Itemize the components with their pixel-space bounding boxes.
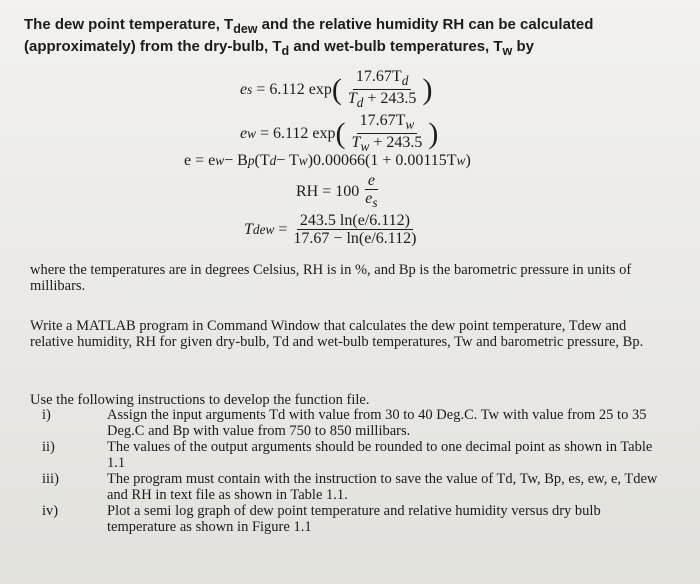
list-item <box>30 440 670 471</box>
list-item <box>30 504 670 535</box>
es-lhs: e <box>240 80 248 98</box>
right-paren: ) <box>428 116 439 150</box>
intro-sub-dew: dew <box>233 22 258 36</box>
equation-ew <box>240 112 438 155</box>
tdew-numerator: 243.5 ln(e/6.112) <box>297 212 413 230</box>
e-line-4: − T <box>276 152 299 169</box>
intro-text-1: The dew point temperature, T <box>24 16 234 33</box>
e-line-sub4: w <box>298 153 308 168</box>
e-line-1: e = e <box>184 152 216 169</box>
es-numerator: 17.67T <box>355 68 402 85</box>
rh-denominator: e <box>365 190 373 207</box>
list-item-number: i) <box>42 407 51 423</box>
equation-tdew <box>244 212 423 247</box>
intro-text-4: by <box>512 38 534 55</box>
es-lhs-sub: s <box>247 81 253 97</box>
list-item <box>30 408 670 439</box>
list-item-text: Plot a semi log graph of dew point temperature and relative humidity versus dry bulb temperature as shown in Figure 1.1 <box>107 503 601 535</box>
instructions-list <box>30 408 670 536</box>
rh-den-sub: s <box>372 195 378 211</box>
ew-den-tail: + 243.5 <box>369 134 423 152</box>
es-denominator: T <box>347 90 357 108</box>
left-paren: ( <box>335 116 346 150</box>
rh-lhs: RH = 100 <box>296 182 360 200</box>
e-line-sub2: p <box>247 153 255 168</box>
list-item <box>30 472 670 503</box>
equation-es <box>240 68 432 111</box>
ew-numerator: 17.67T <box>359 112 406 129</box>
e-line-sub1: w <box>215 153 225 168</box>
tdew-equals: = <box>278 220 288 238</box>
ew-den-sub: w <box>360 139 370 155</box>
rh-fraction <box>362 172 380 211</box>
ew-denominator: T <box>351 134 361 152</box>
es-den-tail: + 243.5 <box>363 90 417 108</box>
e-line-sub5: w <box>456 153 466 168</box>
e-line-6: ) <box>465 152 471 169</box>
e-line-sub3: d <box>269 153 277 168</box>
equations-block <box>0 0 700 260</box>
es-fraction <box>345 68 420 111</box>
units-paragraph: where the temperatures are in degrees Celsius, RH is in %, and Bp is the barometric pressure in units of millibars. <box>30 262 632 294</box>
tdew-denominator: 17.67 − ln(e/6.112) <box>293 230 417 247</box>
left-paren: ( <box>331 72 342 106</box>
tdew-lhs-sub: dew <box>252 221 275 237</box>
es-rhs: = 6.112 exp <box>256 80 332 98</box>
equation-e <box>184 152 471 170</box>
e-line-3: (T <box>254 152 270 169</box>
equation-rh <box>296 172 384 211</box>
tdew-lhs: T <box>244 220 253 238</box>
es-den-sub: d <box>356 95 364 111</box>
right-paren: ) <box>422 72 433 106</box>
ew-lhs: e <box>240 124 248 142</box>
ew-fraction <box>349 112 426 155</box>
ew-lhs-sub: w <box>247 125 256 141</box>
task-paragraph: Write a MATLAB program in Command Window that calculates the dew point temperature, Tdew and relative humidity, RH for given dry-bulb, Td and wet-bulb temperatures, Tw and barometric pressure, Bp. <box>30 318 644 350</box>
tdew-fraction <box>290 212 419 247</box>
rh-numerator: e <box>365 172 378 190</box>
list-item-number: iii) <box>42 471 59 487</box>
e-line-5: )0.00066(1 + 0.00115T <box>307 152 457 169</box>
intro-sub-w: w <box>502 44 513 58</box>
es-num-sub: d <box>401 73 409 89</box>
list-item-number: ii) <box>42 439 55 455</box>
list-item-text: The program must contain with the instruction to save the value of Td, Tw, Bp, es, ew, e, Tdew and RH in text file as shown in Table 1.1. <box>107 471 658 503</box>
instructions-heading: Use the following instructions to develop the function file. <box>30 392 370 408</box>
list-item-number: iv) <box>42 503 59 519</box>
intro-text-2: and the relative humidity RH can be calculated (approximately) from the dry-bulb, T <box>24 16 594 55</box>
ew-rhs: = 6.112 exp <box>260 124 336 142</box>
list-item-text: The values of the output arguments should be rounded to one decimal point as shown in Table 1.1 <box>107 439 653 471</box>
list-item-text: Assign the input arguments Td with value from 30 to 40 Deg.C. Tw with value from 25 to 35 Deg.C and Bp with value from 750 to 850 millibars. <box>107 407 647 439</box>
intro-text-3: and wet-bulb temperatures, T <box>289 38 503 55</box>
intro-sub-d: d <box>281 44 290 58</box>
ew-num-sub: w <box>405 117 415 133</box>
e-line-2: − B <box>224 152 248 169</box>
